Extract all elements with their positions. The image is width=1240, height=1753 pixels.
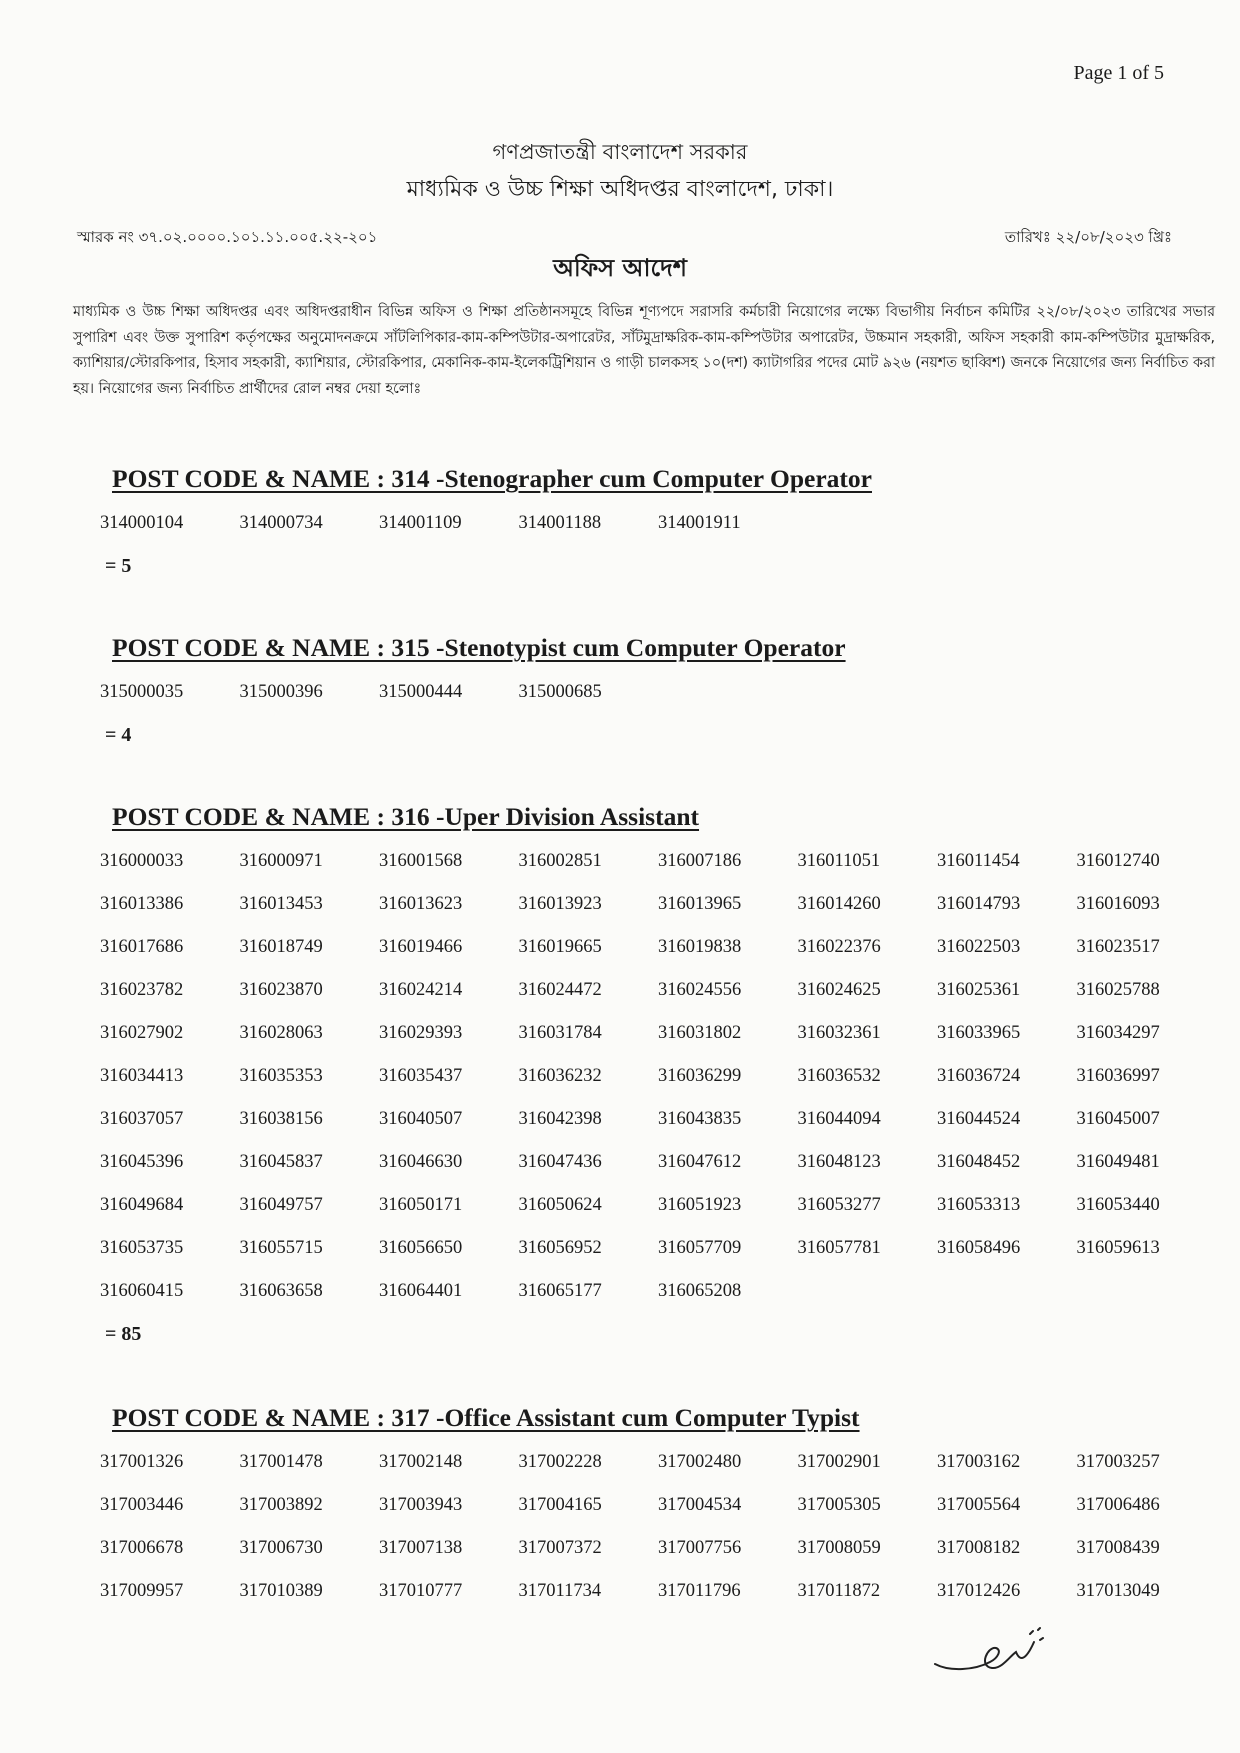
roll-number: 317010389 (239, 1581, 323, 1601)
roll-number: 317005564 (937, 1495, 1021, 1515)
roll-number: 316024625 (797, 980, 881, 1000)
roll-number: 316036724 (937, 1066, 1021, 1086)
roll-number: 316053313 (937, 1195, 1021, 1215)
memo-number: স্মারক নং ৩৭.০২.০০০০.১০১.১১.০০৫.২২-২০১ (77, 228, 378, 246)
roll-number: 316036997 (1076, 1066, 1160, 1086)
section-total: = 4 (105, 724, 132, 746)
roll-number: 316050624 (518, 1195, 602, 1215)
page-number: Page 1 of 5 (1073, 62, 1164, 84)
roll-number: 316040507 (379, 1109, 463, 1129)
government-name: গণপ্রজাতন্ত্রী বাংলাদেশ সরকার (492, 140, 748, 164)
roll-number: 317002228 (518, 1452, 602, 1472)
order-title: অফিস আদেশ (553, 254, 687, 282)
roll-number: 316016093 (1076, 894, 1160, 914)
roll-number: 316024214 (379, 980, 463, 1000)
roll-number: 317006730 (239, 1538, 323, 1558)
post-title: POST CODE & NAME : 317 -Office Assistant cum Computer Typist (112, 1403, 860, 1432)
roll-number: 316000033 (100, 851, 184, 871)
roll-number: 316063658 (239, 1281, 323, 1301)
roll-number: 317011734 (518, 1581, 602, 1601)
roll-number: 316018749 (239, 937, 323, 957)
roll-number: 316036232 (518, 1066, 602, 1086)
roll-number: 316065208 (658, 1281, 742, 1301)
roll-number: 316033965 (937, 1023, 1021, 1043)
roll-number: 317008439 (1076, 1538, 1160, 1558)
roll-number: 316055715 (239, 1238, 323, 1258)
roll-number: 317004534 (658, 1495, 742, 1515)
roll-number: 316056650 (379, 1238, 463, 1258)
post-title: POST CODE & NAME : 314 -Stenographer cum Computer Operator (112, 464, 872, 493)
roll-number: 317007138 (379, 1538, 463, 1558)
roll-number: 315000035 (100, 682, 184, 702)
roll-number: 316011051 (797, 851, 881, 871)
roll-number: 316017686 (100, 937, 184, 957)
roll-number: 314000734 (239, 513, 323, 533)
roll-number: 316044524 (937, 1109, 1021, 1129)
roll-number: 317006678 (100, 1538, 184, 1558)
roll-number: 316046630 (379, 1152, 463, 1172)
roll-number: 316057781 (797, 1238, 881, 1258)
roll-number: 316043835 (658, 1109, 742, 1129)
roll-number: 316031784 (518, 1023, 602, 1043)
roll-number: 316007186 (658, 851, 742, 871)
roll-number: 317012426 (937, 1581, 1021, 1601)
roll-number: 317013049 (1076, 1581, 1160, 1601)
roll-number-list (100, 512, 1216, 555)
roll-number: 316001568 (379, 851, 463, 871)
roll-number: 316036532 (797, 1066, 881, 1086)
roll-number: 316022376 (797, 937, 881, 957)
roll-number: 316059613 (1076, 1238, 1160, 1258)
roll-number: 316053440 (1076, 1195, 1160, 1215)
roll-number: 316060415 (100, 1281, 184, 1301)
roll-number: 316053735 (100, 1238, 184, 1258)
roll-number: 316065177 (518, 1281, 602, 1301)
roll-number: 316023782 (100, 980, 184, 1000)
roll-number: 316025361 (937, 980, 1021, 1000)
roll-number: 314001911 (658, 513, 741, 533)
roll-number: 316049757 (239, 1195, 323, 1215)
roll-number: 316013453 (239, 894, 323, 914)
roll-number: 316049684 (100, 1195, 184, 1215)
roll-number: 317008059 (797, 1538, 881, 1558)
post-title: POST CODE & NAME : 315 -Stenotypist cum Computer Operator (112, 633, 846, 662)
roll-number: 316051923 (658, 1195, 742, 1215)
roll-number: 317009957 (100, 1581, 184, 1601)
roll-number: 316023870 (239, 980, 323, 1000)
roll-number: 317011796 (658, 1581, 741, 1601)
roll-number: 316048123 (797, 1152, 881, 1172)
intro-paragraph: মাধ্যমিক ও উচ্চ শিক্ষা অধিদপ্তর এবং অধিদপ্তরাধীন বিভিন্ন অফিস ও শিক্ষা প্রতিষ্ঠানসমূহে বিভিন্ন শূণ্যপদে সরাসরি কর্মচারী নিয়োগের লক্ষ্যে বিভাগীয় নির্বাচন কমিটির ২২/০৮/২০২৩ তারিখের সভার সুপারিশ এবং উক্ত সুপারিশ কর্তৃপক্ষের অনুমোদনক্রমে সাঁটলিপিকার-কাম-কম্পিউটার-অপারেটর, সাঁটমুদ্রাক্ষরিক-কাম-কম্পিউটার অপারেটর, উচ্চমান সহকারী, অফিস সহকারী কাম-কম্পিউটার মুদ্রাক্ষরিক, ক্যাশিয়ার/স্টোরকিপার, হিসাব সহকারী, ক্যাশিয়ার, স্টোরকিপার, মেকানিক-কাম-ইলেকট্রিশিয়ান ও গাড়ী চালকসহ ১০(দশ) ক্যাটাগরির পদের মোট ৯২৬ (নয়শত ছাব্বিশ) জনকে নিয়োগের জন্য নির্বাচিত করা হয়। নিয়োগের জন্য নির্বাচিত প্রার্থীদের রোল নম্বর দেয়া হলোঃ (73, 304, 1215, 397)
roll-number: 316045396 (100, 1152, 184, 1172)
roll-number: 316024556 (658, 980, 742, 1000)
roll-number: 316014793 (937, 894, 1021, 914)
roll-number: 314001188 (518, 513, 602, 533)
roll-number: 316047612 (658, 1152, 742, 1172)
roll-number: 317001478 (239, 1452, 323, 1472)
roll-number: 316053277 (797, 1195, 881, 1215)
roll-number: 316025788 (1076, 980, 1160, 1000)
roll-number: 317011872 (797, 1581, 881, 1601)
roll-number: 316012740 (1076, 851, 1160, 871)
roll-number: 317001326 (100, 1452, 184, 1472)
roll-number: 316056952 (518, 1238, 602, 1258)
roll-number-list (100, 850, 1216, 1323)
roll-number: 317003446 (100, 1495, 184, 1515)
roll-number: 316035437 (379, 1066, 463, 1086)
roll-number: 317006486 (1076, 1495, 1160, 1515)
roll-number: 316013623 (379, 894, 463, 914)
roll-number: 316049481 (1076, 1152, 1160, 1172)
roll-number: 317008182 (937, 1538, 1021, 1558)
section-total: = 85 (105, 1323, 142, 1345)
roll-number: 316036299 (658, 1066, 742, 1086)
roll-number: 316019665 (518, 937, 602, 957)
roll-number: 314001109 (379, 513, 462, 533)
department-name: মাধ্যমিক ও উচ্চ শিক্ষা অধিদপ্তর বাংলাদেশ, ঢাকা। (406, 177, 834, 202)
roll-number: 316000971 (239, 851, 323, 871)
roll-number: 317002480 (658, 1452, 742, 1472)
roll-number: 317010777 (379, 1581, 463, 1601)
roll-number: 316048452 (937, 1152, 1021, 1172)
roll-number: 317004165 (518, 1495, 602, 1515)
roll-number: 316045837 (239, 1152, 323, 1172)
roll-number: 316013965 (658, 894, 742, 914)
roll-number: 316034413 (100, 1066, 184, 1086)
roll-number: 317005305 (797, 1495, 881, 1515)
roll-number: 316023517 (1076, 937, 1160, 957)
roll-number: 316022503 (937, 937, 1021, 957)
roll-number-list (100, 1451, 1216, 1623)
roll-number: 317002901 (797, 1452, 881, 1472)
roll-number: 315000685 (518, 682, 602, 702)
roll-number: 315000444 (379, 682, 463, 702)
roll-number: 316038156 (239, 1109, 323, 1129)
roll-number: 316034297 (1076, 1023, 1160, 1043)
signature (930, 1622, 1060, 1682)
roll-number-list (100, 681, 1216, 724)
post-title: POST CODE & NAME : 316 -Uper Division Assistant (112, 802, 700, 831)
roll-number: 314000104 (100, 513, 184, 533)
roll-number: 316032361 (797, 1023, 881, 1043)
roll-number: 315000396 (239, 682, 323, 702)
roll-number: 317002148 (379, 1452, 463, 1472)
roll-number: 316028063 (239, 1023, 323, 1043)
roll-number: 316011454 (937, 851, 1020, 871)
roll-number: 316044094 (797, 1109, 881, 1129)
roll-number: 316029393 (379, 1023, 463, 1043)
section-total: = 5 (105, 555, 132, 577)
roll-number: 316024472 (518, 980, 602, 1000)
roll-number: 317003257 (1076, 1452, 1160, 1472)
roll-number: 316031802 (658, 1023, 742, 1043)
roll-number: 316027902 (100, 1023, 184, 1043)
roll-number: 316013923 (518, 894, 602, 914)
roll-number: 316002851 (518, 851, 602, 871)
roll-number: 317003892 (239, 1495, 323, 1515)
roll-number: 316014260 (797, 894, 881, 914)
roll-number: 316035353 (239, 1066, 323, 1086)
roll-number: 316057709 (658, 1238, 742, 1258)
roll-number: 316047436 (518, 1152, 602, 1172)
roll-number: 317003162 (937, 1452, 1021, 1472)
roll-number: 316050171 (379, 1195, 463, 1215)
roll-number: 316064401 (379, 1281, 463, 1301)
roll-number: 316045007 (1076, 1109, 1160, 1129)
roll-number: 316042398 (518, 1109, 602, 1129)
roll-number: 316037057 (100, 1109, 184, 1129)
roll-number: 317007756 (658, 1538, 742, 1558)
roll-number: 317007372 (518, 1538, 602, 1558)
order-date: তারিখঃ ২২/০৮/২০২৩ খ্রিঃ (1004, 228, 1172, 246)
roll-number: 316019838 (658, 937, 742, 957)
roll-number: 316019466 (379, 937, 463, 957)
roll-number: 317003943 (379, 1495, 463, 1515)
roll-number: 316013386 (100, 894, 184, 914)
roll-number: 316058496 (937, 1238, 1021, 1258)
